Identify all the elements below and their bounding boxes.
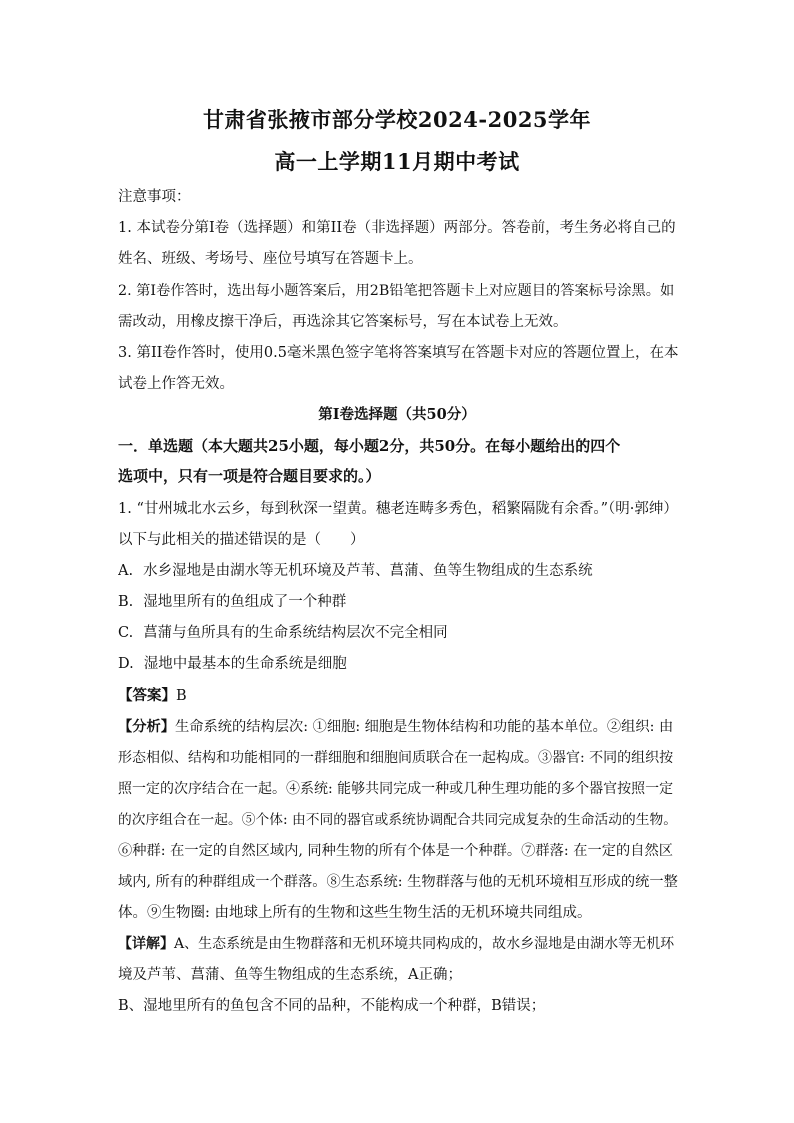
section-heading: 第I卷选择题（共50分）: [318, 406, 476, 423]
section-intro-line2: 选项中，只有一项是符合题目要求的。）: [118, 467, 381, 485]
detail-line-2: 境及芦苇、菖蒲、鱼等生物组成的生态系统，A正确；: [118, 967, 462, 983]
section-intro-line1: 一．单选题（本大题共25小题，每小题2分，共50分。在每小题给出的四个: [118, 437, 621, 455]
option-c-letter: C.: [118, 625, 134, 641]
option-b: [118, 592, 678, 612]
analysis-line-4: 的次序组合在一起。⑤个体: 由不同的器官或系统协调配合共同完成复杂的生命活动的生物。: [118, 812, 678, 828]
analysis-line-6: 域内, 所有的种群组成一个群落。⑧生态系统: 生物群落与他的无机环境相互形成的统一整: [118, 874, 678, 890]
detail-line-1: [118, 934, 678, 954]
answer-line: [118, 686, 678, 706]
analysis-line-2: 形态相似、结构和功能相同的一群细胞和细胞间质联合在一起构成。③器官: 不同的组织按: [118, 750, 674, 766]
option-b-text: 湿地里所有的鱼组成了一个种群: [143, 594, 347, 610]
question1-stem-line2: 以下与此相关的描述错误的是（ ）: [118, 532, 365, 548]
detail-tag: 【详解】: [118, 936, 174, 952]
option-a-letter: A.: [118, 563, 134, 579]
analysis-text-1: 生命系统的结构层次: ①细胞: 细胞是生物体结构和功能的基本单位。②组织: 由: [175, 719, 674, 735]
notice-heading: 注意事项：: [118, 189, 191, 205]
analysis-line-7: 体。⑨生物圈: 由地球上所有的生物和这些生物生活的无机环境共同组成。: [118, 905, 592, 921]
exam-title-line2: 高一上学期11月期中考试: [274, 149, 520, 174]
option-d-text: 湿地中最基本的生命系统是细胞: [143, 656, 347, 672]
question1-stem-line1: 1. “甘州城北水云乡，每到秋深一望黄。穗老连畴多秀色，稻繁隔陇有余香。”（明·郭绅）: [118, 501, 678, 517]
option-c-text: 菖蒲与鱼所具有的生命系统结构层次不完全相同: [143, 625, 448, 641]
notice-line-6: 试卷上作答无效。: [118, 376, 234, 392]
analysis-line-3: 照一定的次序结合在一起。④系统: 能够共同完成一种或几种生理功能的多个器官按照一定: [118, 781, 674, 797]
analysis-line-1: [118, 717, 678, 737]
option-b-letter: B.: [118, 594, 134, 610]
analysis-tag: 【分析】: [118, 719, 176, 735]
notice-line-4: 需改动，用橡皮擦干净后，再选涂其它答案标号，写在本试卷上无效。: [118, 314, 568, 330]
notice-line-1: 1. 本试卷分第I卷（选择题）和第II卷（非选择题）两部分。答卷前，考生务必将自己的: [118, 220, 676, 236]
analysis-line-5: ⑥种群: 在一定的自然区域内, 同种生物的所有个体是一个种群。⑦群落: 在一定的自然区: [118, 843, 673, 859]
answer-tag: 【答案】: [118, 687, 176, 704]
option-d-letter: D.: [118, 656, 134, 672]
notice-line-5: 3. 第II卷作答时，使用0.5毫米黑色签字笔将答案填写在答题卡对应的答题位置上，在本: [118, 345, 678, 361]
detail-text-1: A、生态系统是由生物群落和无机环境共同构成的，故水乡湿地是由湖水等无机环: [174, 936, 675, 952]
exam-title-line1: 甘肃省张掖市部分学校2024-2025学年: [202, 107, 592, 132]
answer-value: B: [176, 688, 187, 704]
option-d: [118, 654, 678, 674]
detail-line-3: B、湿地里所有的鱼包含不同的品种，不能构成一个种群，B错误；: [118, 998, 546, 1014]
option-a: [118, 561, 678, 581]
option-a-text: 水乡湿地是由湖水等无机环境及芦苇、菖蒲、鱼等生物组成的生态系统: [143, 563, 593, 579]
option-c: [118, 623, 678, 643]
notice-line-2: 姓名、班级、考场号、座位号填写在答题卡上。: [118, 251, 423, 267]
notice-line-3: 2. 第I卷作答时，选出每小题答案后，用2B铅笔把答题卡上对应题目的答案标号涂黑。如: [118, 283, 675, 299]
